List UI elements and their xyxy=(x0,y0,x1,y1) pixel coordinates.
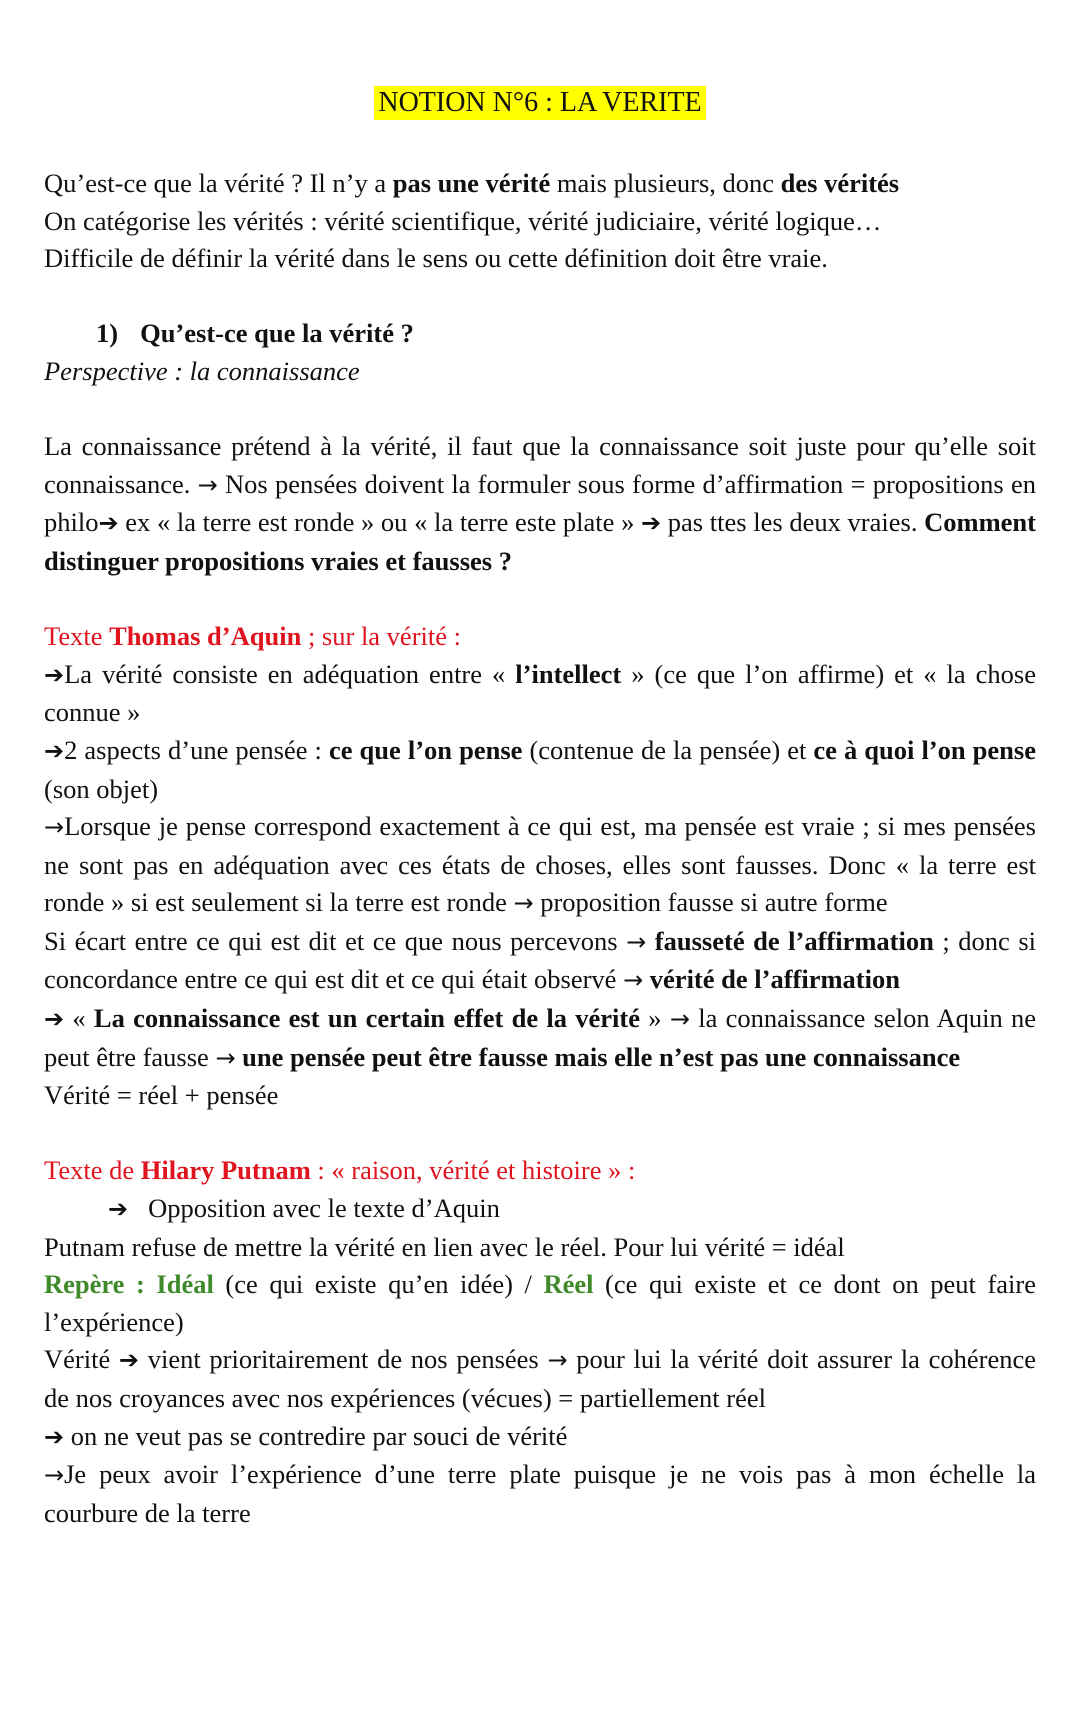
document-body xyxy=(44,165,1036,1532)
text-run xyxy=(646,926,655,956)
intro-line-2: On catégorise les vérités : vérité scientifique, vérité judiciaire, vérité logique… xyxy=(44,205,882,236)
text-run: (contenue de la pensée) et xyxy=(522,734,814,765)
text-run: La connaissance prétend à la vérité, il faut que la connaissance soit juste pour qu’elle soit connaissance. xyxy=(44,431,1036,499)
emphasis: fausseté de l’affirmation xyxy=(654,925,934,956)
connaissance-paragraph xyxy=(44,428,1036,580)
text-run: Texte de xyxy=(44,1155,141,1186)
arrow-right-icon: → xyxy=(197,470,218,499)
putnam-point-4 xyxy=(44,1456,1036,1532)
emphasis: ce à quoi l’on pense xyxy=(813,734,1036,765)
title-wrap xyxy=(0,86,1080,120)
key-question: Comment distinguer propositions vraies et fausses ? xyxy=(44,507,1036,576)
aquin-point-2 xyxy=(44,732,1036,808)
arrow-right-icon: ➔ xyxy=(98,509,119,538)
putnam-point-1: Putnam refuse de mettre la vérité en lien avec le réel. Pour lui vérité = idéal xyxy=(44,1231,845,1262)
text-run: Texte xyxy=(44,621,110,652)
text-run: Nos pensées doivent la formuler sous forme d’affirmation = propositions en philo xyxy=(44,468,1036,538)
text-run: vient prioritairement de nos pensées xyxy=(139,1344,548,1375)
emphasis: l’intellect xyxy=(515,658,622,689)
putnam-point-2 xyxy=(44,1341,1036,1417)
putnam-heading xyxy=(44,1152,1036,1190)
text-run: proposition fausse si autre forme xyxy=(533,887,888,918)
arrow-right-icon: → xyxy=(547,1346,568,1375)
emphasis: une pensée peut être fausse mais elle n’est xyxy=(242,1041,721,1072)
aquin-point-1 xyxy=(44,656,1036,732)
author-name: Thomas d’Aquin xyxy=(109,621,302,652)
text-run: ; donc si concordance entre ce qui est dit et ce qui était observé xyxy=(44,925,1037,995)
text-run: La vérité consiste en adéquation entre « xyxy=(64,658,516,689)
emphasis: ce que l’on pense xyxy=(328,734,523,765)
text-run: ex « la terre est ronde » ou « la terre este plate » xyxy=(118,507,641,538)
intro-line-3: Difficile de définir la vérité dans le sens ou cette définition doit être vraie. xyxy=(44,243,828,274)
emphasis: vérité de l’affirmation xyxy=(649,964,900,995)
emphasis: pas une vérité xyxy=(392,168,551,198)
aquin-point-5 xyxy=(44,1000,1036,1077)
text-run: Je peux avoir l’expérience d’une terre plate puisque je ne vois pas à mon échelle la courbure de la terre xyxy=(44,1459,1036,1528)
arrow-right-icon: ➔ xyxy=(44,1422,65,1451)
arrow-right-icon: → xyxy=(623,966,644,995)
repere-label: Repère : xyxy=(44,1269,157,1300)
arrow-right-icon: ➔ xyxy=(108,1195,129,1224)
putnam-repere xyxy=(44,1266,1036,1341)
spacer xyxy=(44,581,1036,619)
aquin-point-6: Vérité = réel + pensée xyxy=(44,1080,279,1111)
text-run: ; sur la vérité : xyxy=(301,621,461,652)
text-run: Qu’est-ce que la vérité ? Il n’y a xyxy=(44,168,393,198)
text-run: la connaissance selon Aquin ne peut être fausse xyxy=(44,1003,1036,1072)
arrow-right-icon: → xyxy=(215,1043,236,1072)
arrow-right-icon: ➔ xyxy=(44,736,65,765)
spacer xyxy=(44,278,1036,316)
aquin-point-3 xyxy=(44,808,1036,923)
spacer xyxy=(44,391,1036,429)
text-run: (ce qui existe et ce dont on peut faire l’expérience) xyxy=(44,1269,1036,1337)
author-name: Hilary Putnam xyxy=(140,1155,311,1186)
arrow-right-icon: ➔ xyxy=(641,509,662,538)
text-run: (son objet) xyxy=(44,773,159,804)
putnam-opposition xyxy=(44,1190,1036,1229)
quote: La connaissance est un certain effet de la vérité xyxy=(93,1003,640,1034)
text-run: Si écart entre ce qui est dit et ce que nous percevons xyxy=(44,925,627,956)
page-title: NOTION N°6 : LA VERITE xyxy=(374,86,705,120)
text-run: on ne veut pas se contredire par souci de vérité xyxy=(64,1420,568,1451)
text-run: pas ttes les deux vraies. xyxy=(661,507,925,538)
repere-term: Réel xyxy=(543,1269,594,1300)
perspective-line: Perspective : la connaissance xyxy=(44,355,360,386)
text-run: pour lui la vérité doit assurer la cohérence de nos croyances avec nos expériences (vécues) = partiellement réel xyxy=(44,1344,1036,1413)
section-title: Qu’est-ce que la vérité ? xyxy=(140,318,414,349)
arrow-right-icon: → xyxy=(44,1461,65,1490)
arrow-right-icon: ➔ xyxy=(44,660,65,689)
text-run: : « raison, vérité et histoire » : xyxy=(310,1155,636,1186)
text-run: Vérité xyxy=(44,1344,119,1375)
text-run: Lorsque je pense correspond exactement à ce qui est, ma pensée est vraie ; si mes pensées ne sont pas en adéquation avec ces états de choses, elles sont fausses. Donc « la terre est ronde » si est seulement si la terre est ronde xyxy=(44,811,1036,918)
text-run: 2 aspects d’une pensée : xyxy=(64,734,329,765)
text-run: (ce qui existe qu’en idée) / xyxy=(213,1269,544,1300)
repere-term: Idéal xyxy=(156,1269,214,1300)
aquin-heading xyxy=(44,618,1036,656)
spacer xyxy=(44,1115,1036,1153)
text-run: » xyxy=(640,1003,670,1034)
emphasis: des vérités xyxy=(780,168,900,198)
emphasis: pas une connaissance xyxy=(720,1041,961,1072)
aquin-point-4 xyxy=(44,923,1036,1000)
arrow-right-icon: ➔ xyxy=(118,1346,140,1375)
putnam-point-3 xyxy=(44,1418,1036,1457)
arrow-right-icon: ➔ xyxy=(44,1005,65,1034)
text-run: « xyxy=(64,1003,94,1034)
text-run: mais plusieurs, donc xyxy=(550,168,781,198)
arrow-right-icon: → xyxy=(513,889,534,918)
section-1-heading xyxy=(44,315,1036,353)
text-run: » (ce que l’on affirme) et « la chose connue » xyxy=(44,658,1037,728)
text-run xyxy=(643,964,650,994)
text-run: Opposition avec le texte d’Aquin xyxy=(148,1193,500,1224)
section-number: 1) xyxy=(96,318,119,349)
arrow-right-icon: → xyxy=(44,813,65,842)
intro-line-1 xyxy=(44,165,1036,203)
arrow-right-icon: → xyxy=(669,1005,690,1034)
arrow-right-icon: → xyxy=(626,927,647,956)
